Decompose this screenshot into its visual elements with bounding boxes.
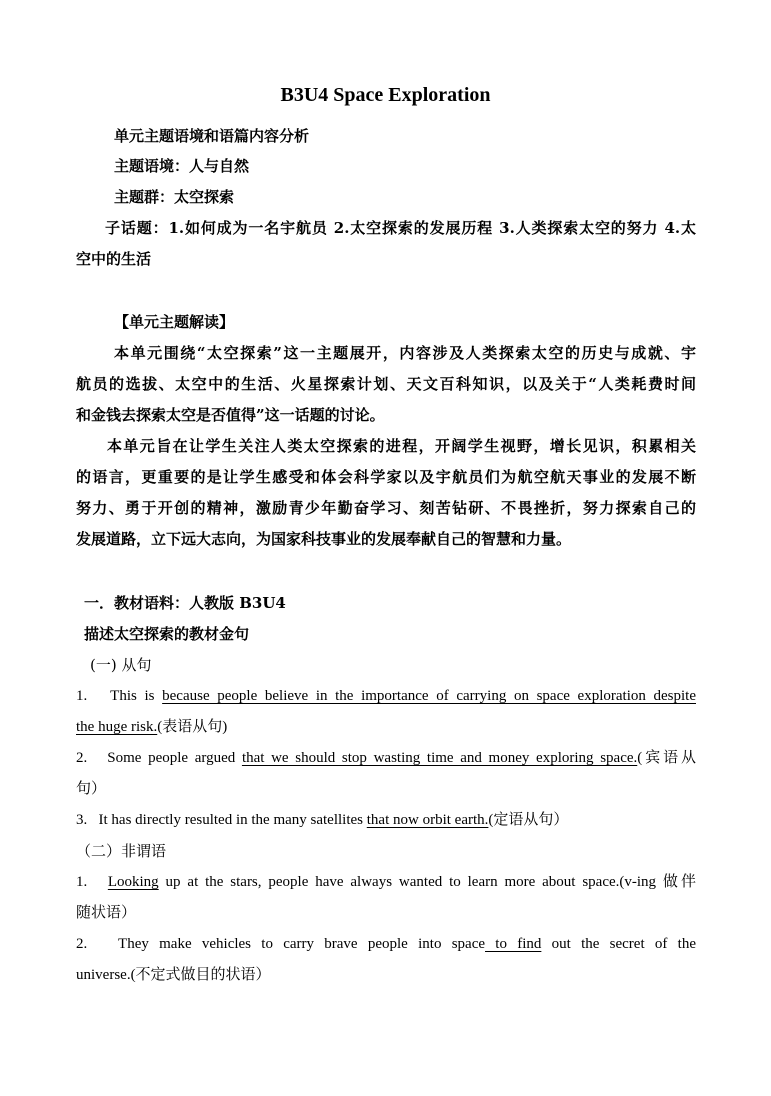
underlined-phrase: Looking [107, 874, 159, 890]
clause-item-1-line-2 [76, 716, 696, 738]
underlined-phrase: the huge risk. [76, 719, 158, 735]
underlined-phrase: that now orbit earth. [366, 812, 489, 828]
item-number: 2. [76, 936, 88, 952]
section1-heading: 一．教材语料：人教版 B3U4 [84, 594, 286, 612]
item-text: up at the stars, people have always wanted to learn more about space.(v-ing 做伴 [158, 874, 697, 890]
para1-line-1: 本单元围绕“太空探索”这一主题展开，内容涉及人类探索太空的历史与成就、宇 [114, 344, 696, 362]
subtopics-line-1: 子话题：1.如何成为一名宇航员 2.太空探索的发展历程 3.人类探索太空的努力 4.太 [105, 219, 696, 237]
underlined-phrase: because people believe in the importance of carrying on space exploration despite [162, 688, 696, 704]
theme-group: 主题群：太空探索 [114, 188, 235, 206]
clause-item-1-line-1 [76, 685, 696, 707]
grammar-note: (宾语从 [637, 750, 697, 766]
item-text: They make vehicles to carry brave people into space [118, 936, 486, 952]
grammar-note: (定语从句） [488, 812, 569, 828]
item-number: 1. [76, 688, 88, 704]
para2-line-3: 努力、勇于开创的精神，激励青少年勤奋学习、刻苦钻研、不畏挫折，努力探索自己的 [76, 499, 696, 517]
item-number: 1. [76, 874, 88, 890]
para2-line-2: 的语言，更重要的是让学生感受和体会科学家以及宇航员们为航空航天事业的发展不断 [76, 468, 696, 486]
interpretation-heading: 【单元主题解读】 [114, 313, 235, 331]
item-text: It has directly resulted in the many satellites [98, 812, 367, 828]
item-number: 2. [76, 750, 88, 766]
nonfinite-item-2-line-1 [76, 933, 696, 955]
clause-item-3 [76, 809, 696, 831]
page-title: B3U4 Space Exploration [280, 84, 491, 106]
clause-item-2-line-1 [76, 747, 696, 769]
item-text: This is [110, 688, 163, 704]
section1-subheading: 描述太空探索的教材金句 [84, 625, 250, 643]
underlined-phrase: to find [485, 936, 542, 952]
nonfinite-item-1-line-1 [76, 871, 696, 893]
underlined-phrase: that we should stop wasting time and money exploring space. [241, 750, 638, 766]
context-heading: 单元主题语境和语篇内容分析 [114, 127, 310, 145]
theme-context: 主题语境：人与自然 [114, 157, 250, 175]
para1-line-3: 和金钱去探索太空是否值得”这一话题的讨论。 [76, 406, 385, 424]
item-text: out the secret of the [541, 936, 696, 952]
para2-line-1: 本单元旨在让学生关注人类太空探索的进程，开阔学生视野，增长见识，积累相关 [107, 437, 696, 455]
nonfinite-item-2-line-2: universe.(不定式做目的状语） [76, 967, 271, 983]
nonfinite-item-1-line-2: 随状语） [76, 905, 137, 921]
para1-line-2: 航员的选拔、太空中的生活、火星探索计划、天文百科知识，以及关于“人类耗费时间 [76, 375, 696, 393]
item-text: Some people argued [107, 750, 242, 766]
clause-item-2-line-2: 句） [76, 781, 107, 797]
nonfinite-heading: （二）非谓语 [76, 842, 167, 860]
item-number: 3. [76, 812, 88, 828]
para2-line-4: 发展道路，立下远大志向，为国家科技事业的发展奉献自己的智慧和力量。 [76, 530, 572, 548]
grammar-note: (表语从句) [157, 719, 228, 735]
clauses-heading: (一) 从句 [90, 656, 152, 674]
subtopics-line-2: 空中的生活 [76, 250, 152, 268]
